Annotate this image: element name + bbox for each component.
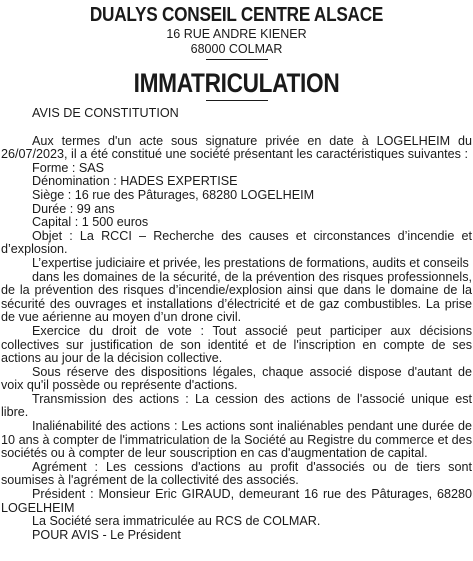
- notice-body: [1, 107, 472, 542]
- objet-line: Objet : La RCCI – Recherche des causes et circonstances d’incendie et d’explosion.: [1, 228, 472, 257]
- objet-details: dans les domaines de la sécurité, de la prévention des risques professionnels, de la prévention des risques d’incendie/explosion ainsi que dans le domaine de la sécurité des ouvrages et installations d’électricité et de gaz combustibles. La prise de vue aérienne au moyen d’un drone civil.: [1, 269, 472, 325]
- president-paragraph: Président : Monsieur Eric GIRAUD, demeurant 16 rue des Pâturages, 68280 LOGELHEIM: [1, 487, 472, 515]
- intro-paragraph: Aux termes d'un acte sous signature privée en date à LOGELHEIM du 26/07/2023, il a été constitué une société présentant les caractéristiques suivantes :: [1, 133, 472, 162]
- address-line-1: 16 RUE ANDRE KIENER: [166, 27, 307, 41]
- inalienabilite-paragraph: Inaliénabilité des actions : Les actions sont inaliénables pendant une durée de 10 ans à compter de l'immatriculation de la Société au Registre du commerce et des sociétés ou à compter de leur souscription en cas d'augmentation de capital.: [1, 419, 472, 461]
- company-name: DUALYS CONSEIL CENTRE ALSACE: [89, 4, 384, 26]
- denomination-line: Dénomination : HADES EXPERTISE: [32, 174, 238, 189]
- duree-line: Durée : 99 ans: [32, 201, 115, 216]
- notice-title: IMMATRICULATION: [133, 68, 340, 98]
- siege-line: Siège : 16 rue des Pâturages, 68280 LOGELHEIM: [32, 187, 315, 202]
- rcs-line: La Société sera immatriculée au RCS de COLMAR.: [32, 514, 321, 529]
- objet-continuation: L’expertise judiciaire et privée, les prestations de formations, audits et conseils: [32, 255, 469, 270]
- header-divider: [206, 59, 268, 60]
- signature-line: POUR AVIS - Le Président: [32, 527, 181, 542]
- address-line-2: 68000 COLMAR: [190, 41, 283, 56]
- transmission-paragraph: Transmission des actions : La cession des actions de l'associé unique est libre.: [1, 391, 472, 420]
- reserve-paragraph: Sous réserve des dispositions légales, chaque associé dispose d'autant de voix qu'il possède ou représente d'actions.: [1, 364, 472, 393]
- capital-line: Capital : 1 500 euros: [32, 215, 149, 230]
- title-divider: [206, 100, 268, 101]
- agrement-paragraph: Agrément : Les cessions d'actions au profit d'associés ou de tiers sont soumises à l'agrément de la collectivité des associés.: [1, 459, 472, 488]
- vote-paragraph: Exercice du droit de vote : Tout associé peut participer aux décisions collectives sur justification de son identité et de l'inscription en compte de ses actions au jour de la décision collective.: [1, 323, 472, 366]
- section-heading: AVIS DE CONSTITUTION: [32, 106, 179, 120]
- forme-line: Forme : SAS: [32, 160, 105, 175]
